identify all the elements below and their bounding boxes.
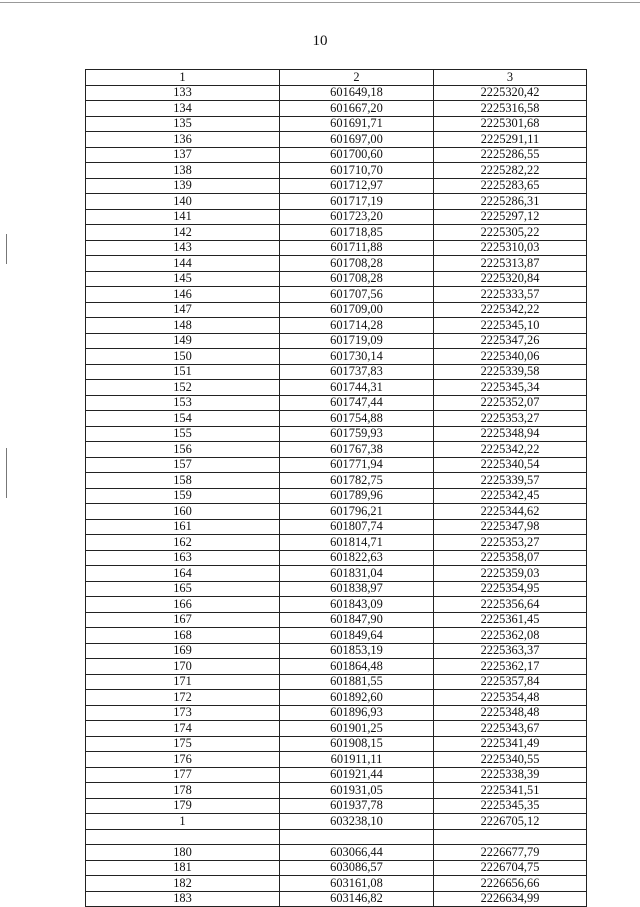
- point-number-cell: 151: [86, 364, 280, 380]
- table-row: [86, 116, 587, 132]
- x-coordinate-cell: 603066,44: [280, 845, 434, 861]
- table-row: [86, 550, 587, 566]
- y-coordinate-cell: 2225305,22: [434, 225, 587, 241]
- table-row: [86, 535, 587, 551]
- x-coordinate-cell: 601931,05: [280, 783, 434, 799]
- point-number-cell: 1: [86, 814, 280, 830]
- y-coordinate-cell: 2226677,79: [434, 845, 587, 861]
- x-coordinate-cell: 601847,90: [280, 612, 434, 628]
- table-row: [86, 829, 587, 845]
- x-coordinate-cell: 601864,48: [280, 659, 434, 675]
- y-coordinate-cell: 2225320,84: [434, 271, 587, 287]
- point-number-cell: 153: [86, 395, 280, 411]
- x-coordinate-cell: 603238,10: [280, 814, 434, 830]
- y-coordinate-cell: 2225348,94: [434, 426, 587, 442]
- y-coordinate-cell: 2225291,11: [434, 132, 587, 148]
- y-coordinate-cell: 2225339,58: [434, 364, 587, 380]
- point-number-cell: 165: [86, 581, 280, 597]
- point-number-cell: 146: [86, 287, 280, 303]
- table-row: [86, 891, 587, 907]
- table-row: [86, 333, 587, 349]
- table-row: [86, 860, 587, 876]
- x-coordinate-cell: [280, 829, 434, 845]
- table-row: [86, 178, 587, 194]
- point-number-cell: 144: [86, 256, 280, 272]
- y-coordinate-cell: 2225339,57: [434, 473, 587, 489]
- page-number: 10: [312, 33, 328, 49]
- point-number-cell: 157: [86, 457, 280, 473]
- point-number-cell: 154: [86, 411, 280, 427]
- y-coordinate-cell: 2225297,12: [434, 209, 587, 225]
- point-number-cell: 136: [86, 132, 280, 148]
- table-row: [86, 581, 587, 597]
- point-number-cell: 152: [86, 380, 280, 396]
- x-coordinate-cell: 601730,14: [280, 349, 434, 365]
- table-row: [86, 876, 587, 892]
- table-row: [86, 147, 587, 163]
- x-coordinate-cell: 601723,20: [280, 209, 434, 225]
- table-row: [86, 225, 587, 241]
- point-number-cell: 160: [86, 504, 280, 520]
- y-coordinate-cell: 2225345,10: [434, 318, 587, 334]
- x-coordinate-cell: 601700,60: [280, 147, 434, 163]
- y-coordinate-cell: 2225362,08: [434, 628, 587, 644]
- point-number-cell: 134: [86, 101, 280, 117]
- y-coordinate-cell: 2225333,57: [434, 287, 587, 303]
- x-coordinate-cell: 601649,18: [280, 85, 434, 101]
- table-row: [86, 411, 587, 427]
- table-row: [86, 256, 587, 272]
- point-number-cell: 173: [86, 705, 280, 721]
- x-coordinate-cell: 601691,71: [280, 116, 434, 132]
- y-coordinate-cell: 2225340,54: [434, 457, 587, 473]
- x-coordinate-cell: 603086,57: [280, 860, 434, 876]
- point-number-cell: 159: [86, 488, 280, 504]
- table-row: [86, 628, 587, 644]
- table-row: [86, 209, 587, 225]
- y-coordinate-cell: 2225359,03: [434, 566, 587, 582]
- table-row: [86, 457, 587, 473]
- point-number-cell: 168: [86, 628, 280, 644]
- table-row: [86, 442, 587, 458]
- x-coordinate-cell: 601708,28: [280, 271, 434, 287]
- x-coordinate-cell: 601908,15: [280, 736, 434, 752]
- x-coordinate-cell: 601717,19: [280, 194, 434, 210]
- x-coordinate-cell: 601714,28: [280, 318, 434, 334]
- y-coordinate-cell: 2225340,55: [434, 752, 587, 768]
- point-number-cell: 177: [86, 767, 280, 783]
- x-coordinate-cell: 601853,19: [280, 643, 434, 659]
- table-body: [86, 85, 587, 907]
- point-number-cell: 133: [86, 85, 280, 101]
- point-number-cell: 150: [86, 349, 280, 365]
- table-row: [86, 659, 587, 675]
- y-coordinate-cell: 2225361,45: [434, 612, 587, 628]
- y-coordinate-cell: 2225282,22: [434, 163, 587, 179]
- x-coordinate-cell: 601744,31: [280, 380, 434, 396]
- x-coordinate-cell: 601771,94: [280, 457, 434, 473]
- point-number-cell: 147: [86, 302, 280, 318]
- x-coordinate-cell: 601911,11: [280, 752, 434, 768]
- y-coordinate-cell: 2225316,58: [434, 101, 587, 117]
- x-coordinate-cell: 601849,64: [280, 628, 434, 644]
- point-number-cell: [86, 829, 280, 845]
- x-coordinate-cell: 601667,20: [280, 101, 434, 117]
- point-number-cell: 169: [86, 643, 280, 659]
- x-coordinate-cell: 601782,75: [280, 473, 434, 489]
- point-number-cell: 155: [86, 426, 280, 442]
- point-number-cell: 140: [86, 194, 280, 210]
- table-row: [86, 163, 587, 179]
- x-coordinate-cell: 601831,04: [280, 566, 434, 582]
- table-header-row: [86, 70, 587, 86]
- table-row: [86, 721, 587, 737]
- x-coordinate-cell: 601937,78: [280, 798, 434, 814]
- y-coordinate-cell: 2225353,27: [434, 411, 587, 427]
- y-coordinate-cell: 2225347,98: [434, 519, 587, 535]
- table-row: [86, 783, 587, 799]
- point-number-cell: 170: [86, 659, 280, 675]
- point-number-cell: 139: [86, 178, 280, 194]
- point-number-cell: 167: [86, 612, 280, 628]
- point-number-cell: 145: [86, 271, 280, 287]
- point-number-cell: 161: [86, 519, 280, 535]
- y-coordinate-cell: 2225353,27: [434, 535, 587, 551]
- table-row: [86, 643, 587, 659]
- table-row: [86, 488, 587, 504]
- point-number-cell: 141: [86, 209, 280, 225]
- table-row: [86, 101, 587, 117]
- table-row: [86, 380, 587, 396]
- y-coordinate-cell: 2225357,84: [434, 674, 587, 690]
- x-coordinate-cell: 601789,96: [280, 488, 434, 504]
- point-number-cell: 182: [86, 876, 280, 892]
- x-coordinate-cell: 601759,93: [280, 426, 434, 442]
- point-number-cell: 183: [86, 891, 280, 907]
- y-coordinate-cell: 2225313,87: [434, 256, 587, 272]
- point-number-cell: 181: [86, 860, 280, 876]
- point-number-cell: 148: [86, 318, 280, 334]
- point-number-cell: 158: [86, 473, 280, 489]
- table-row: [86, 349, 587, 365]
- table-row: [86, 767, 587, 783]
- y-coordinate-cell: 2225343,67: [434, 721, 587, 737]
- x-coordinate-cell: 603146,82: [280, 891, 434, 907]
- y-coordinate-cell: 2225340,06: [434, 349, 587, 365]
- y-coordinate-cell: 2226704,75: [434, 860, 587, 876]
- column-header-point: 1: [86, 70, 280, 86]
- point-number-cell: 166: [86, 597, 280, 613]
- y-coordinate-cell: 2225348,48: [434, 705, 587, 721]
- y-coordinate-cell: 2225286,31: [434, 194, 587, 210]
- point-number-cell: 135: [86, 116, 280, 132]
- table-row: [86, 426, 587, 442]
- y-coordinate-cell: 2225341,49: [434, 736, 587, 752]
- point-number-cell: 178: [86, 783, 280, 799]
- y-coordinate-cell: 2225344,62: [434, 504, 587, 520]
- table-row: [86, 240, 587, 256]
- y-coordinate-cell: 2225342,45: [434, 488, 587, 504]
- x-coordinate-cell: 601712,97: [280, 178, 434, 194]
- point-number-cell: 142: [86, 225, 280, 241]
- table-row: [86, 519, 587, 535]
- point-number-cell: 163: [86, 550, 280, 566]
- table-row: [86, 736, 587, 752]
- x-coordinate-cell: 601822,63: [280, 550, 434, 566]
- table-row: [86, 132, 587, 148]
- point-number-cell: 149: [86, 333, 280, 349]
- table-row: [86, 194, 587, 210]
- x-coordinate-cell: 601921,44: [280, 767, 434, 783]
- x-coordinate-cell: 601718,85: [280, 225, 434, 241]
- x-coordinate-cell: 601711,88: [280, 240, 434, 256]
- table-row: [86, 705, 587, 721]
- x-coordinate-cell: 601737,83: [280, 364, 434, 380]
- x-coordinate-cell: 601754,88: [280, 411, 434, 427]
- point-number-cell: 176: [86, 752, 280, 768]
- point-number-cell: 174: [86, 721, 280, 737]
- y-coordinate-cell: 2225354,48: [434, 690, 587, 706]
- x-coordinate-cell: 601881,55: [280, 674, 434, 690]
- y-coordinate-cell: 2225320,42: [434, 85, 587, 101]
- table-row: [86, 798, 587, 814]
- x-coordinate-cell: 601896,93: [280, 705, 434, 721]
- x-coordinate-cell: 601710,70: [280, 163, 434, 179]
- margin-mark-lower: [6, 448, 7, 498]
- x-coordinate-cell: 601747,44: [280, 395, 434, 411]
- y-coordinate-cell: 2225352,07: [434, 395, 587, 411]
- y-coordinate-cell: 2225363,37: [434, 643, 587, 659]
- y-coordinate-cell: 2225345,34: [434, 380, 587, 396]
- y-coordinate-cell: 2225310,03: [434, 240, 587, 256]
- y-coordinate-cell: 2225362,17: [434, 659, 587, 675]
- y-coordinate-cell: 2226634,99: [434, 891, 587, 907]
- y-coordinate-cell: 2225354,95: [434, 581, 587, 597]
- point-number-cell: 175: [86, 736, 280, 752]
- x-coordinate-cell: 601709,00: [280, 302, 434, 318]
- table-row: [86, 504, 587, 520]
- y-coordinate-cell: 2225356,64: [434, 597, 587, 613]
- x-coordinate-cell: 601892,60: [280, 690, 434, 706]
- table-row: [86, 752, 587, 768]
- margin-mark-upper: [6, 234, 7, 264]
- x-coordinate-cell: 601838,97: [280, 581, 434, 597]
- table-row: [86, 271, 587, 287]
- y-coordinate-cell: 2225338,39: [434, 767, 587, 783]
- y-coordinate-cell: 2225286,55: [434, 147, 587, 163]
- table-row: [86, 814, 587, 830]
- table-row: [86, 364, 587, 380]
- x-coordinate-cell: 601814,71: [280, 535, 434, 551]
- x-coordinate-cell: 601707,56: [280, 287, 434, 303]
- y-coordinate-cell: 2225301,68: [434, 116, 587, 132]
- table-row: [86, 318, 587, 334]
- table-row: [86, 287, 587, 303]
- y-coordinate-cell: 2226656,66: [434, 876, 587, 892]
- table-row: [86, 690, 587, 706]
- x-coordinate-cell: 601719,09: [280, 333, 434, 349]
- coordinates-table: [85, 69, 587, 907]
- column-header-y: 3: [434, 70, 587, 86]
- y-coordinate-cell: 2225358,07: [434, 550, 587, 566]
- table-row: [86, 597, 587, 613]
- table-row: [86, 85, 587, 101]
- y-coordinate-cell: 2225345,35: [434, 798, 587, 814]
- point-number-cell: 179: [86, 798, 280, 814]
- x-coordinate-cell: 603161,08: [280, 876, 434, 892]
- point-number-cell: 138: [86, 163, 280, 179]
- y-coordinate-cell: 2225347,26: [434, 333, 587, 349]
- y-coordinate-cell: 2225283,65: [434, 178, 587, 194]
- x-coordinate-cell: 601843,09: [280, 597, 434, 613]
- column-header-x: 2: [280, 70, 434, 86]
- table-row: [86, 395, 587, 411]
- x-coordinate-cell: 601901,25: [280, 721, 434, 737]
- table-row: [86, 845, 587, 861]
- x-coordinate-cell: 601767,38: [280, 442, 434, 458]
- table-row: [86, 612, 587, 628]
- top-edge-rule: [0, 2, 640, 3]
- y-coordinate-cell: 2225342,22: [434, 302, 587, 318]
- table-row: [86, 674, 587, 690]
- table-row: [86, 302, 587, 318]
- point-number-cell: 172: [86, 690, 280, 706]
- point-number-cell: 162: [86, 535, 280, 551]
- x-coordinate-cell: 601697,00: [280, 132, 434, 148]
- point-number-cell: 180: [86, 845, 280, 861]
- y-coordinate-cell: 2226705,12: [434, 814, 587, 830]
- x-coordinate-cell: 601807,74: [280, 519, 434, 535]
- y-coordinate-cell: 2225342,22: [434, 442, 587, 458]
- point-number-cell: 156: [86, 442, 280, 458]
- x-coordinate-cell: 601708,28: [280, 256, 434, 272]
- x-coordinate-cell: 601796,21: [280, 504, 434, 520]
- y-coordinate-cell: 2225341,51: [434, 783, 587, 799]
- point-number-cell: 164: [86, 566, 280, 582]
- table-row: [86, 473, 587, 489]
- point-number-cell: 137: [86, 147, 280, 163]
- point-number-cell: 171: [86, 674, 280, 690]
- y-coordinate-cell: [434, 829, 587, 845]
- table-row: [86, 566, 587, 582]
- point-number-cell: 143: [86, 240, 280, 256]
